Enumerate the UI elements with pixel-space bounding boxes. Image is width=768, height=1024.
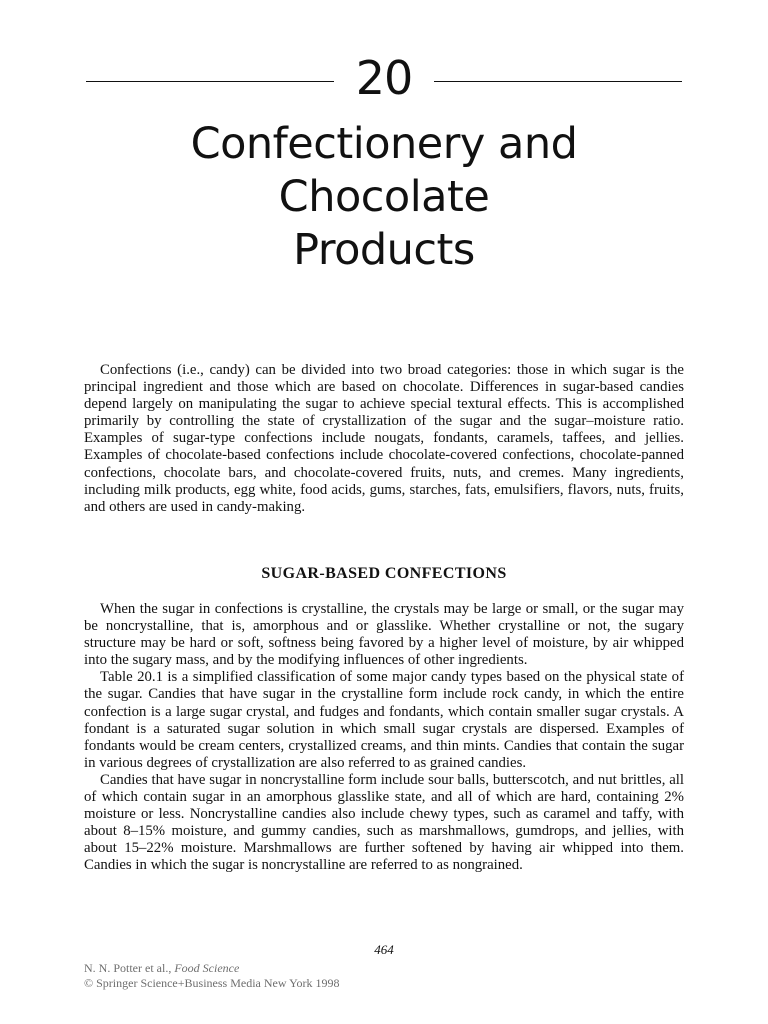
section-heading: SUGAR-BASED CONFECTIONS bbox=[261, 565, 507, 582]
chapter-title-line: Chocolate bbox=[278, 172, 490, 222]
section-body bbox=[84, 601, 684, 875]
body-paragraph: When the sugar in confections is crystalline, the crystals may be large or small, or the sugar may be noncrystalline, that is, amorphous and or glasslike. Whether crystalline or not, the sugary structure may be hard or soft, softness being favored by a higher level of moisture, by air whipped into the sugary mass, and by the modifying influences of other ingredients. bbox=[84, 601, 684, 669]
intro-section bbox=[84, 362, 684, 516]
copyright-line: © Springer Science+Business Media New York 1998 bbox=[84, 976, 340, 990]
left-rule bbox=[86, 81, 334, 82]
citation-authors: N. N. Potter et al., bbox=[84, 961, 175, 975]
chapter-title-line: Confectionery and bbox=[190, 119, 578, 169]
body-paragraph: Table 20.1 is a simplified classification of some major candy types based on the physical state of the sugar. Candies that have sugar in the crystalline form include rock candy, in which the entire confection is a large sugar crystal, and fudges and fondants, which contain smaller sugar crystals. A fondant is a saturated sugar solution in which small sugar crystals are dispersed. Examples of fondants would be cream centers, crystallized creams, and thin mints. Candies that contain the sugar in various degrees of crystallization are also referred to as grained candies. bbox=[84, 669, 684, 771]
intro-paragraph: Confections (i.e., candy) can be divided into two broad categories: those in which sugar is the principal ingredient and those which are based on chocolate. Differences in sugar-based candies depend largely on manipulating the sugar to achieve special textural effects. This is accomplished primarily by controlling the state of crystallization of the sugar and the sugar–moisture ratio. Examples of sugar-type confections include nougats, fondants, caramels, taffees, and jellies. Examples of chocolate-based confections include chocolate-covered confections, chocolate-panned confections, chocolate bars, and chocolate-covered fruits, nuts, and cremes. Many ingredients, including milk products, egg white, food acids, gums, starches, fats, emulsifiers, flavors, nuts, fruits, and others are used in candy-making. bbox=[84, 362, 684, 515]
citation-book-title: Food Science bbox=[174, 961, 240, 975]
right-rule bbox=[434, 81, 682, 82]
chapter-title-line: Products bbox=[293, 225, 475, 275]
body-paragraph: Candies that have sugar in noncrystalline form include sour balls, butterscotch, and nut brittles, all of which contain sugar in an amorphous glasslike state, and all of which are hard, containing 2% moisture or less. Noncrystalline candies also include chewy types, such as caramel and taffy, with about 8–15% moisture, and gummy candies, such as marshmallows, gumdrops, and jellies, with about 15–22% moisture. Marshmallows are further softened by having air whipped into them. Candies in which the sugar is noncrystalline are referred to as nongrained. bbox=[84, 771, 684, 874]
page-number: 464 bbox=[374, 942, 394, 957]
chapter-header bbox=[86, 52, 682, 104]
chapter-number: 20 bbox=[355, 51, 413, 105]
chapter-title bbox=[84, 118, 684, 277]
citation-line bbox=[84, 961, 484, 976]
